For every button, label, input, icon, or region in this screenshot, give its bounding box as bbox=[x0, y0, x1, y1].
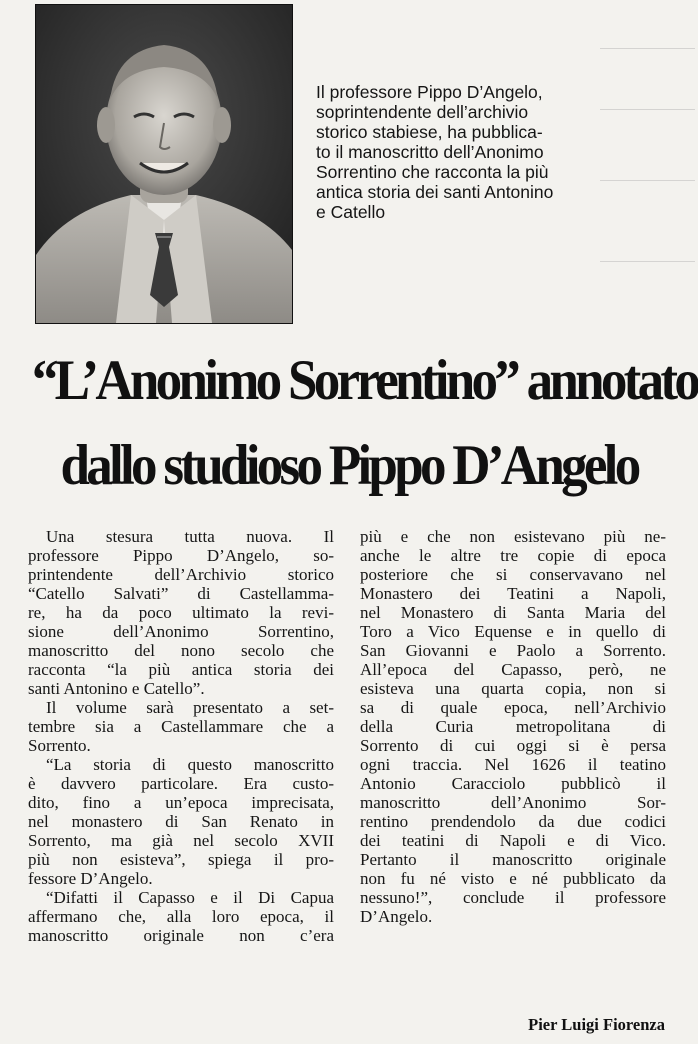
article-line: non fu né visto e né pubblicato da bbox=[360, 869, 666, 888]
article-line: racconta “la più antica storia dei bbox=[28, 660, 334, 679]
headline-line-1: “L’Anonimo Sorrentino” annotato bbox=[31, 349, 698, 412]
article-line: dito, fino a un’epoca imprecisata, bbox=[28, 793, 334, 812]
article-line: manoscritto del nono secolo che bbox=[28, 641, 334, 660]
article-line: Toro a Vico Equense e in quello di bbox=[360, 622, 666, 641]
caption-line: antica storia dei santi Antonino bbox=[316, 182, 554, 202]
article-line: tembre sia a Castellammare che a bbox=[28, 717, 334, 736]
caption-line: to il manoscritto dell’Anonimo bbox=[316, 142, 544, 162]
article-line: rentino prendendolo da due codici bbox=[360, 812, 666, 831]
article-line: della Curia metropolitana di bbox=[360, 717, 666, 736]
article-line: San Giovanni e Paolo a Sorrento. bbox=[360, 641, 666, 660]
article-line: nel monastero di San Renato in bbox=[28, 812, 334, 831]
article-line: Antonio Caracciolo pubblicò il bbox=[360, 774, 666, 793]
caption-line: Sorrentino che racconta la più bbox=[316, 162, 549, 182]
portrait-photo bbox=[35, 4, 293, 324]
article-line: ogni traccia. Nel 1626 il teatino bbox=[360, 755, 666, 774]
article-line: Il volume sarà presentato a set- bbox=[46, 698, 334, 717]
article-line: Monastero dei Teatini a Napoli, bbox=[360, 584, 666, 603]
article-line: All’epoca del Capasso, però, ne bbox=[360, 660, 666, 679]
article-line: affermano che, alla loro epoca, il bbox=[28, 907, 334, 926]
headline-line-2: dallo studioso Pippo D’Angelo bbox=[60, 434, 638, 497]
article-line: nessuno!”, conclude il professore bbox=[360, 888, 666, 907]
article-line: più e che non esistevano più ne- bbox=[360, 527, 666, 546]
article-column-left bbox=[28, 527, 334, 945]
article-line: Sorrento, ma già nel secolo XVII bbox=[28, 831, 334, 850]
author-byline: Pier Luigi Fiorenza bbox=[528, 1015, 665, 1034]
article-line: anche le altre tre copie di epoca bbox=[360, 546, 666, 565]
article-line: “Catello Salvati” di Castellamma- bbox=[28, 584, 334, 603]
article-line: Sorrento. bbox=[28, 736, 91, 755]
article-line: “La storia di questo manoscritto bbox=[46, 755, 334, 774]
article-line: Una stesura tutta nuova. Il bbox=[46, 527, 334, 546]
caption-line: Il professore Pippo D’Angelo, bbox=[316, 82, 543, 102]
article-line: Pertanto il manoscritto originale bbox=[360, 850, 666, 869]
article-column-right bbox=[360, 527, 666, 926]
article-line: printendente dell’Archivio storico bbox=[28, 565, 334, 584]
article-line: sione dell’Anonimo Sorrentino, bbox=[28, 622, 334, 641]
article-line: è davvero particolare. Era custo- bbox=[28, 774, 334, 793]
article-line: santi Antonino e Catello”. bbox=[28, 679, 205, 698]
article-line: posteriore che si conservavano nel bbox=[360, 565, 666, 584]
article-line: esisteva una quarta copia, non si bbox=[360, 679, 666, 698]
article-line: D’Angelo. bbox=[360, 907, 433, 926]
article-line: professore Pippo D’Angelo, so- bbox=[28, 546, 334, 565]
photo-caption bbox=[316, 82, 656, 222]
caption-line: storico stabiese, ha pubblica- bbox=[316, 122, 543, 142]
article-line: nel Monastero di Santa Maria del bbox=[360, 603, 666, 622]
article-line: manoscritto dell’Anonimo Sor- bbox=[360, 793, 666, 812]
article-line: Sorrento di cui oggi si è persa bbox=[360, 736, 666, 755]
article-line: manoscritto originale non c’era bbox=[28, 926, 334, 945]
article-line: più non esisteva”, spiega il pro- bbox=[28, 850, 334, 869]
article-line: fessore D’Angelo. bbox=[28, 869, 153, 888]
caption-line: soprintendente dell’archivio bbox=[316, 102, 529, 122]
article-line: dei teatini di Napoli e di Vico. bbox=[360, 831, 666, 850]
article-line: sa di quale epoca, nell’Archivio bbox=[360, 698, 666, 717]
caption-line: e Catello bbox=[316, 202, 386, 222]
article-line: re, ha da poco ultimato la revi- bbox=[28, 603, 334, 622]
article-line: “Difatti il Capasso e il Di Capua bbox=[46, 888, 334, 907]
